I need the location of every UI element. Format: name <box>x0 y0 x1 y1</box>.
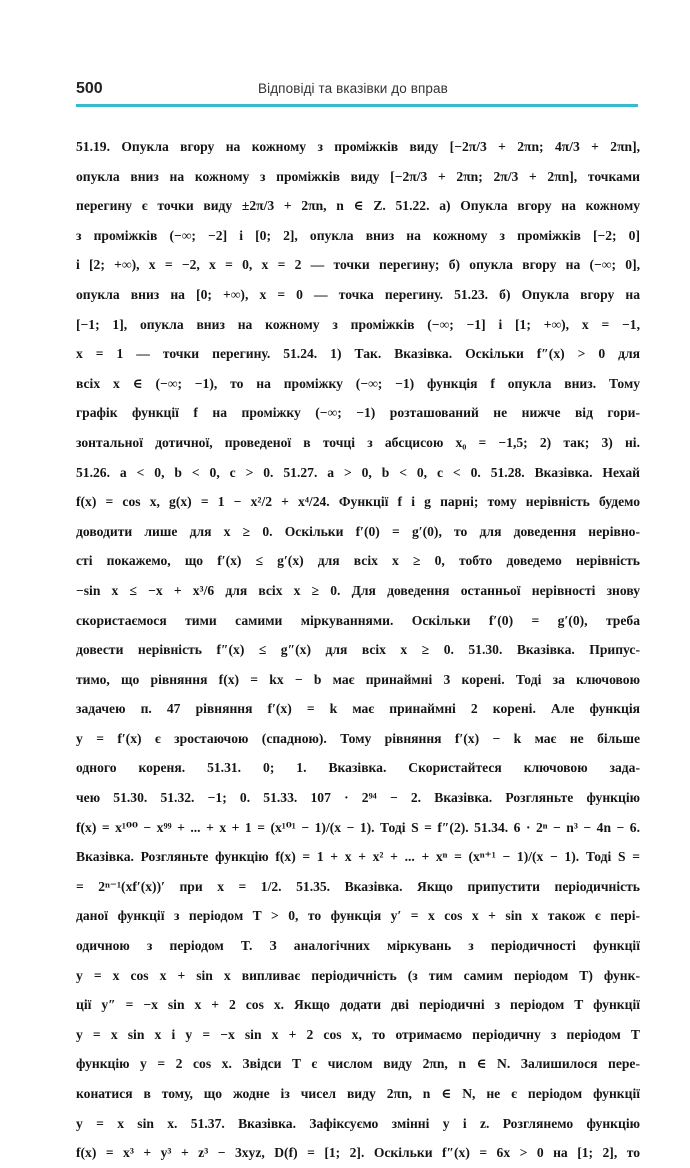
header-rule <box>76 104 638 107</box>
text-line: опукла вниз на кожному з проміжків виду [−2π/3 + 2πn; 2π/3 + 2πn], точками <box>76 168 640 184</box>
text-line: зонтальної дотичної, проведеної в точці з абсцисою x₀ = −1,5; 2) так; 3) ні. <box>76 434 640 450</box>
answers-text <box>76 132 640 1168</box>
text-line: задачею п. 47 рівняння f′(x) = k має принаймні 2 корені. Але функція <box>76 701 640 717</box>
text-line: чею 51.30. 51.32. −1; 0. 51.33. 107 · 2⁹⁴ − 2. Вказівка. Розгляньте функцію <box>76 790 640 806</box>
text-line: і [2; +∞), x = −2, x = 0, x = 2 — точки перегину; б) опукла вгору на (−∞; 0], <box>76 257 640 273</box>
text-line: Вказівка. Розгляньте функцію f(x) = 1 + x + x² + ... + xⁿ = (xⁿ⁺¹ − 1)/(x − 1). Тоді S = <box>76 849 640 865</box>
text-line: перегину є точки виду ±2π/3 + 2πn, n ∈ Z. 51.22. а) Опукла вгору на кожному <box>76 198 640 214</box>
running-head <box>76 78 638 104</box>
text-line: f(x) = x¹⁰⁰ − x⁹⁹ + ... + x + 1 = (x¹⁰¹ − 1)/(x − 1). Тоді S = f″(2). 51.34. 6 · 2ⁿ − n³ − 4n − 6. <box>76 819 640 835</box>
text-line: одичною з періодом T. З аналогічних міркувань з періодичності функції <box>76 938 640 954</box>
running-title: Відповіді та вказівки до вправ <box>258 81 448 96</box>
text-line: f(x) = x³ + y³ + z³ − 3xyz, D(f) = [1; 2]. Оскільки f″(x) = 6x > 0 на [1; 2], то <box>76 1145 640 1161</box>
page-number: 500 <box>76 80 103 97</box>
text-line: опукла вниз на [0; +∞), x = 0 — точка перегину. 51.23. б) Опукла вгору на <box>76 286 640 302</box>
text-line: = 2ⁿ⁻¹(xf′(x))′ при x = 1/2. 51.35. Вказівка. Якщо припустити періодичність <box>76 878 640 894</box>
text-line: з проміжків (−∞; −2] і [0; 2], опукла вниз на кожному з проміжків [−2; 0] <box>76 227 640 243</box>
text-line: довести нерівність f″(x) ≤ g″(x) для всіх x ≥ 0. 51.30. Вказівка. Припус- <box>76 642 640 658</box>
text-line: даної функції з періодом T > 0, то функція y′ = x cos x + sin x також є пері- <box>76 908 640 924</box>
text-line: доводити лише для x ≥ 0. Оскільки f′(0) = g′(0), то для доведення нерівно- <box>76 523 640 539</box>
text-line: 51.26. a < 0, b < 0, c > 0. 51.27. a > 0, b < 0, c < 0. 51.28. Вказівка. Нехай <box>76 464 640 480</box>
text-line: всіх x ∈ (−∞; −1), то на проміжку (−∞; −1) функція f опукла вниз. Тому <box>76 375 640 391</box>
text-line: y = x cos x + sin x випливає періодичність (з тим самим періодом T) функ- <box>76 967 640 983</box>
text-line: графік функції f на проміжку (−∞; −1) розташований не нижче від гори- <box>76 405 640 421</box>
text-line: y = f′(x) є зростаючою (спадною). Тому рівняння f′(x) − k має не більше <box>76 730 640 746</box>
text-line: конатися в тому, що жодне із чисел виду 2πn, n ∈ N, не є періодом функції <box>76 1086 640 1101</box>
text-line: 51.19. Опукла вгору на кожному з проміжків виду [−2π/3 + 2πn; 4π/3 + 2πn], <box>76 139 640 154</box>
text-line: y = x sin x. 51.37. Вказівка. Зафіксуємо змінні y і z. Розглянемо функцію <box>76 1115 640 1131</box>
text-line: [−1; 1], опукла вниз на кожному з проміжків (−∞; −1] і [1; +∞), x = −1, <box>76 316 640 332</box>
text-line: одного кореня. 51.31. 0; 1. Вказівка. Скористайтеся ключовою зада- <box>76 760 640 776</box>
text-line: сті покажемо, що f′(x) ≤ g′(x) для всіх x ≥ 0, тобто доведемо нерівність <box>76 553 640 569</box>
text-line: функцію y = 2 cos x. Звідси T є числом виду 2πn, n ∈ N. Залишилося пере- <box>76 1056 640 1072</box>
text-line: тимо, що рівняння f(x) = kx − b має принаймні 3 корені. Тоді за ключовою <box>76 671 640 687</box>
text-line: −sin x ≤ −x + x³/6 для всіх x ≥ 0. Для доведення останньої нерівності знову <box>76 582 640 598</box>
text-line: y = x sin x і y = −x sin x + 2 cos x, то отримаємо періодичну з періодом T <box>76 1026 640 1042</box>
text-line: f(x) = cos x, g(x) = 1 − x²/2 + x⁴/24. Функції f і g парні; тому нерівність будемо <box>76 494 640 510</box>
text-line: x = 1 — точки перегину. 51.24. 1) Так. Вказівка. Оскільки f″(x) > 0 для <box>76 346 640 362</box>
text-line: скористаємося тими самими міркуваннями. Оскільки f′(0) = g′(0), треба <box>76 612 640 628</box>
text-line: ції y″ = −x sin x + 2 cos x. Якщо додати дві періодичні з періодом T функції <box>76 997 640 1013</box>
